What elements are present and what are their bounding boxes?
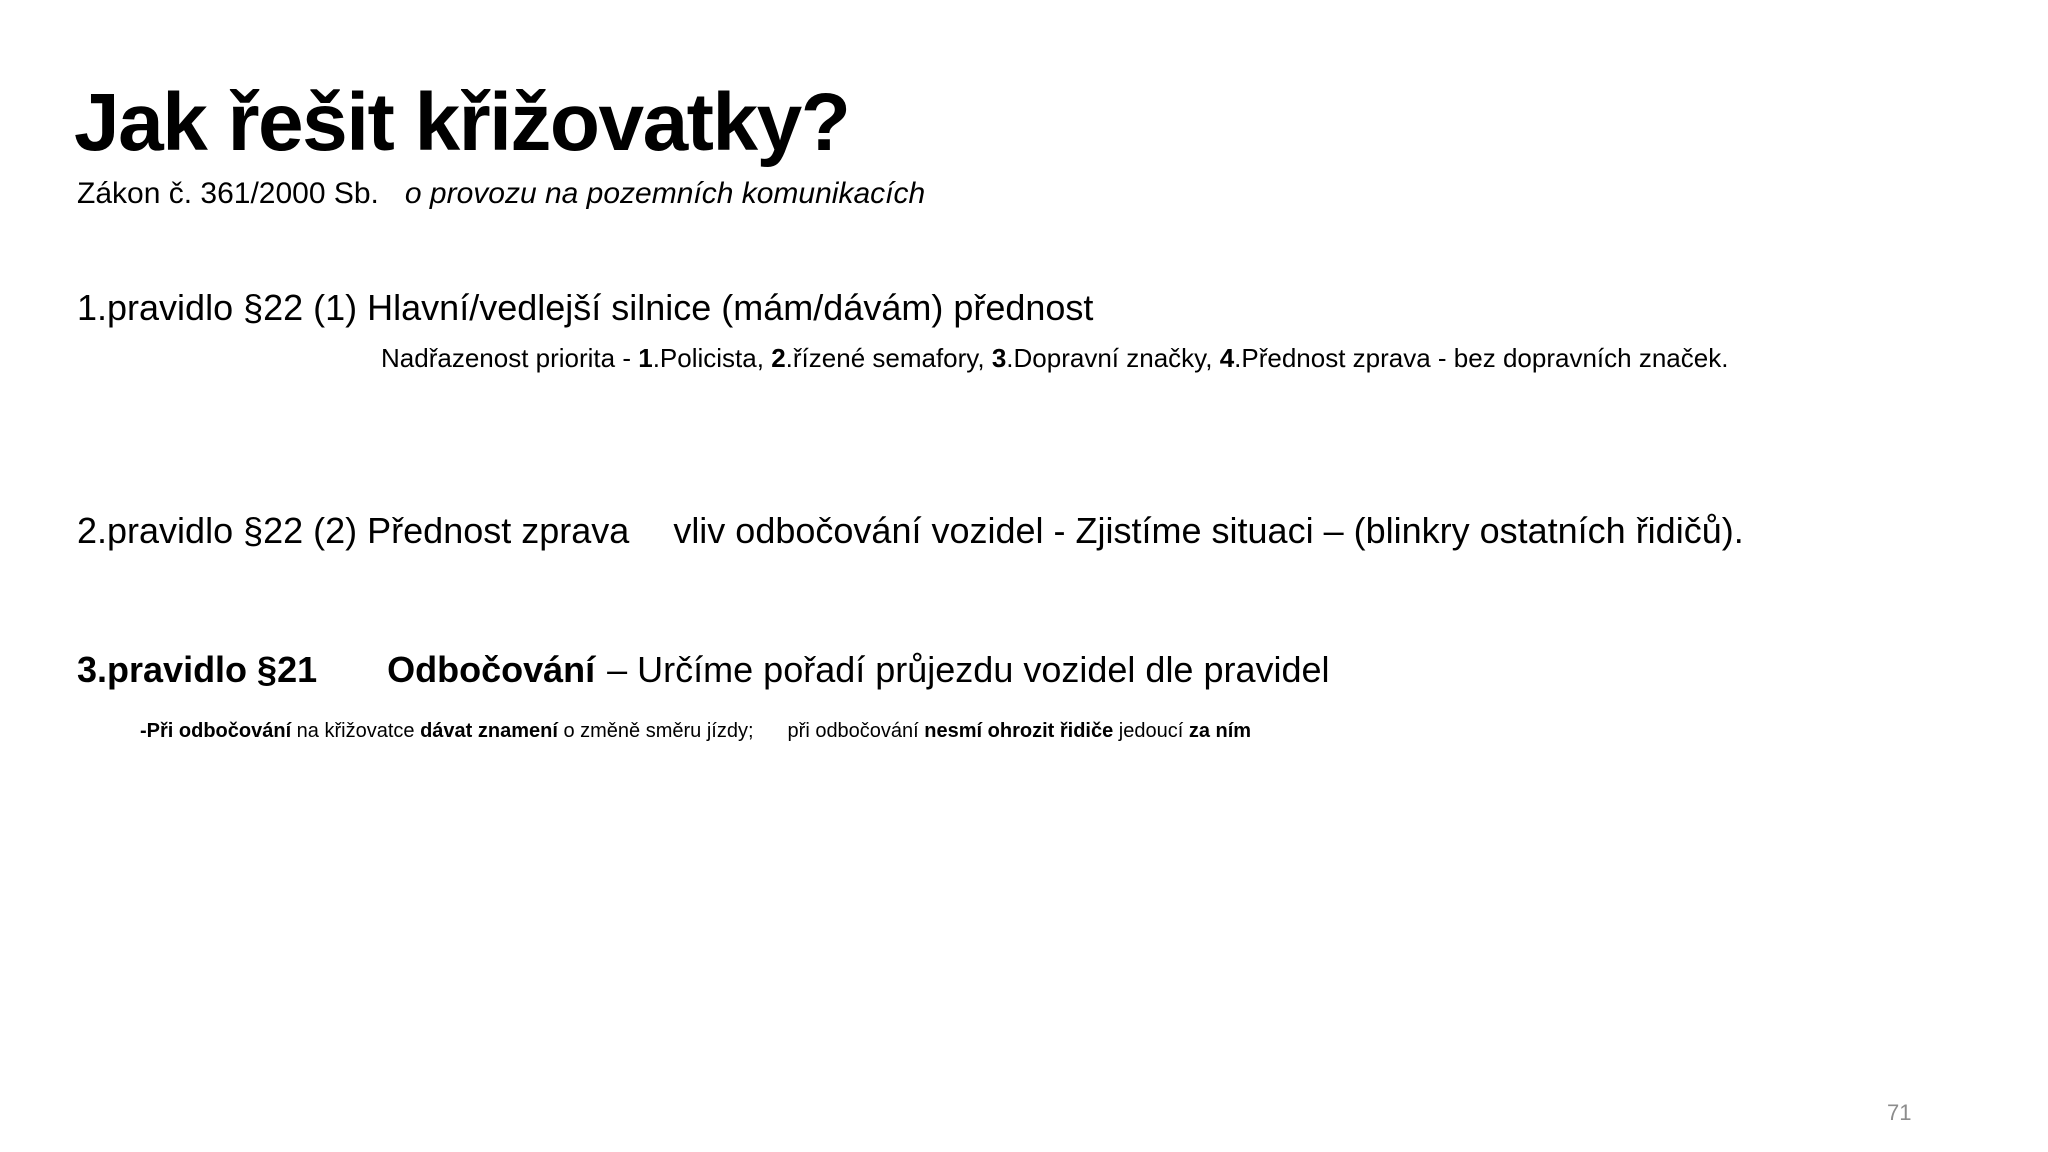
rule-2-description: vliv odbočování vozidel - Zjistíme situaci – (blinkry ostatních řidičů).: [673, 510, 1744, 551]
priority-traffic-signs: .Dopravní značky,: [1006, 343, 1220, 373]
detail-text-3: při odbočování: [787, 720, 925, 742]
page-number: 71: [1887, 1100, 1912, 1125]
rule-3-description: – Určíme pořadí průjezdu vozidel dle pravidel: [607, 649, 1330, 690]
detail-bold-3: nesmí ohrozit řidiče: [924, 720, 1114, 742]
rule-1-heading: 1.pravidlo §22 (1) Hlavní/vedlejší silnice (mám/dávám) přednost: [77, 287, 1094, 328]
law-name: o provozu na pozemních komunikacích: [404, 177, 926, 210]
detail-text-4: jedoucí: [1113, 720, 1189, 742]
priority-number-2: 2: [771, 343, 786, 373]
rule-2-title: 2.pravidlo §22 (2) Přednost zprava: [77, 510, 630, 551]
detail-text-2: o změně směru jízdy;: [557, 720, 754, 742]
law-number: Zákon č. 361/2000 Sb.: [77, 177, 379, 210]
priority-number-1: 1: [638, 343, 653, 373]
priority-right-hand-rule: .Přednost zprava - bez dopravních značek.: [1234, 343, 1729, 373]
detail-bold-1: -Při odbočování: [140, 720, 292, 742]
priority-number-3: 3: [991, 343, 1007, 373]
law-reference: [77, 174, 925, 213]
priority-lead: Nadřazenost priorita -: [381, 343, 639, 373]
rule-3-title: 3.pravidlo §21: [77, 649, 318, 690]
rule-2-heading: [77, 508, 1744, 555]
detail-bold-2: dávat znamení: [420, 720, 558, 742]
detail-text-1: na křižovatce: [291, 720, 421, 742]
priority-policeman: .Policista,: [652, 343, 772, 373]
rule-1-priority-order: [381, 342, 1728, 376]
priority-traffic-lights: .řízené semafory,: [785, 343, 992, 373]
slide-title: Jak řešit křižovatky?: [74, 77, 850, 168]
rule-3-heading: [77, 647, 1330, 694]
rule-3-details: [140, 718, 1251, 744]
detail-bold-4: za ním: [1188, 720, 1252, 742]
priority-number-4: 4: [1219, 343, 1235, 373]
rule-3-keyword: Odbočování: [387, 649, 596, 690]
